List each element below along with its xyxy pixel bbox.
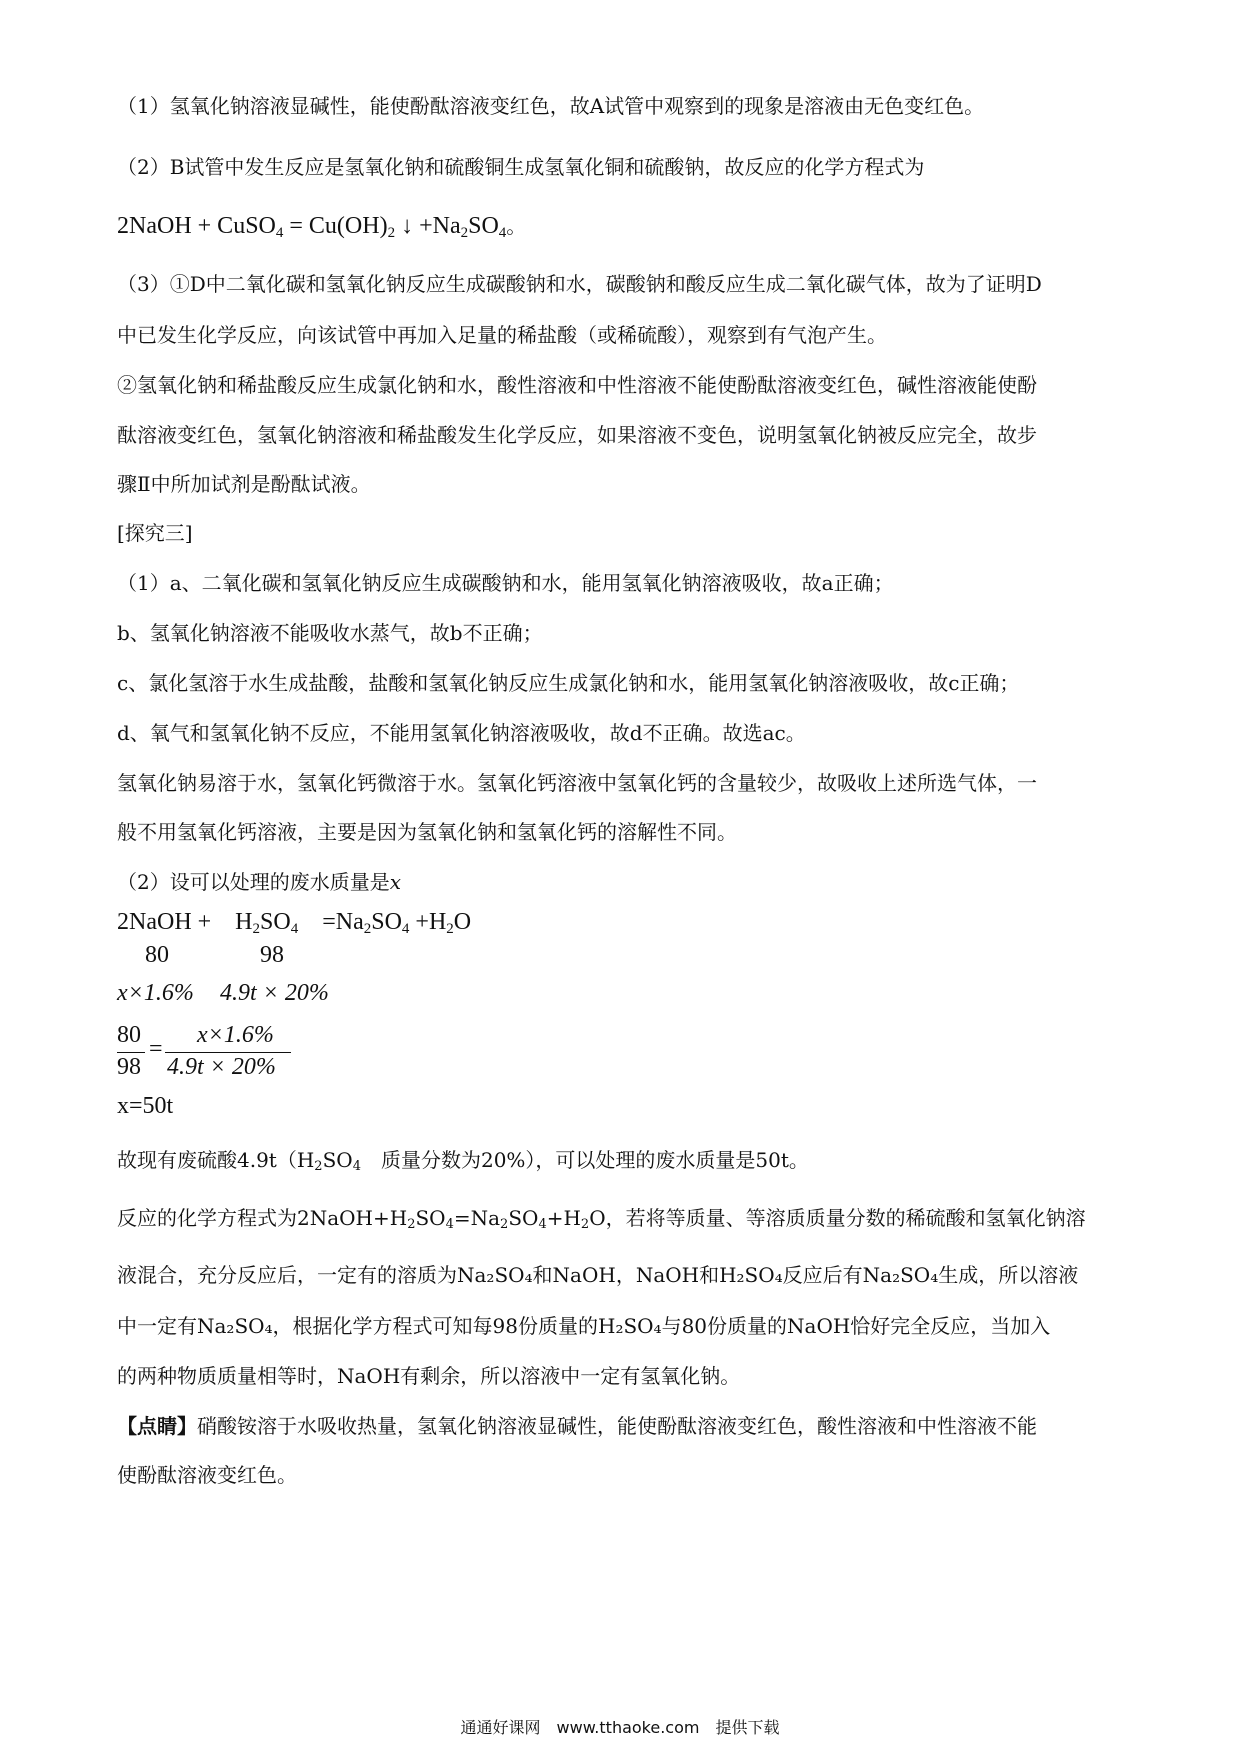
answer-3-2: ②氢氧化钠和稀盐酸反应生成氯化钠和水，酸性溶液和中性溶液不能使酚酞溶液变红色，碱性溶液能使酚 <box>117 373 1037 397</box>
answer-1: （1）氢氧化钠溶液显碱性，能使酚酞溶液变红色，故A试管中观察到的现象是溶液由无色变红色。 <box>117 94 985 118</box>
mix-analysis-cont1: 液混合，充分反应后，一定有的溶质为Na₂SO₄和NaOH，NaOH和H₂SO₄反应后有Na₂SO₄生成，所以溶液 <box>117 1263 1079 1287</box>
answer-3-1-cont: 中已发生化学反应，向该试管中再加入足量的稀盐酸（或稀硫酸），观察到有气泡产生。 <box>117 323 887 347</box>
mass-naoh: 80 <box>145 942 169 968</box>
fraction-denominator-right: 4.9t × 20% <box>167 1054 276 1080</box>
answer-3-2-end: 骤Ⅱ中所加试剂是酚酞试液。 <box>117 472 371 496</box>
quantity-h2so4: 4.9t × 20% <box>220 980 329 1006</box>
fraction-denominator-left: 98 <box>117 1054 141 1080</box>
key-point-cont: 使酚酞溶液变红色。 <box>117 1463 297 1487</box>
fraction-numerator-right: x×1.6% <box>197 1022 274 1048</box>
calc-intro: （2）设可以处理的废水质量是x <box>117 870 402 894</box>
explore3-solubility: 氢氧化钠易溶于水，氢氧化钙微溶于水。氢氧化钙溶液中氢氧化钙的含量较少，故吸收上述所选气体，一 <box>117 771 1037 795</box>
calc-conclusion: 故现有废硫酸$4.9t(H_2SO_4$ 质量分数为20%），可以处理的废水质量是50t。 <box>117 1148 809 1174</box>
proportion-fraction <box>117 1022 297 1082</box>
fraction-bar-left <box>117 1052 145 1053</box>
mix-analysis-cont2: 中一定有Na₂SO₄，根据化学方程式可知每98份质量的H₂SO₄与80份质量的NaOH恰好完全反应，当加入 <box>117 1314 1051 1338</box>
key-point-label: 【点睛】 <box>117 1414 197 1438</box>
answer-3-2-cont: 酞溶液变红色，氢氧化钠溶液和稀盐酸发生化学反应，如果溶液不变色，说明氢氧化钠被反应完全，故步 <box>117 423 1037 447</box>
mix-analysis-cont3: 的两种物质质量相等时，NaOH有剩余，所以溶液中一定有氢氧化钠。 <box>117 1364 741 1388</box>
mix-analysis: 反应的化学方程式为$2NaOH+H_2SO_4=Na_2SO_4+H_2O$，若将等质量、等溶质质量分数的稀硫酸和氢氧化钠溶 <box>117 1206 1086 1232</box>
explore3-solubility-cont: 般不用氢氧化钙溶液，主要是因为氢氧化钠和氢氧化钙的溶解性不同。 <box>117 820 737 844</box>
explore3-b: b、氢氧化钠溶液不能吸收水蒸气，故b不正确； <box>117 621 543 645</box>
explore3-a: （1）a、二氧化碳和氢氧化钠反应生成碳酸钠和水，能用氢氧化钠溶液吸收，故a正确； <box>117 571 894 595</box>
fraction-equals: = <box>149 1036 163 1062</box>
mass-h2so4: 98 <box>260 942 284 968</box>
equation-naoh-h2so4: 2NaOH + $H_2SO_4$ $=Na_2SO_4 +H_2O$ <box>117 909 472 937</box>
fraction-bar-right <box>165 1052 291 1053</box>
footer-watermark: 通通好课网 www.tthaoke.com 提供下载 <box>460 1718 780 1737</box>
explore3-c: c、氯化氢溶于水生成盐酸，盐酸和氢氧化钠反应生成氯化钠和水，能用氢氧化钠溶液吸收，故c正确； <box>117 671 1020 695</box>
calc-result: x=50t <box>117 1093 174 1119</box>
key-point: 【点睛】硝酸铵溶于水吸收热量，氢氧化钠溶液显碱性，能使酚酞溶液变红色，酸性溶液和中性溶液不能 <box>117 1414 1037 1438</box>
answer-3-1: （3）①D中二氧化碳和氢氧化钠反应生成碳酸钠和水，碳酸钠和酸反应生成二氧化碳气体，故为了证明D <box>117 272 1042 296</box>
answer-2: （2）B试管中发生反应是氢氧化钠和硫酸铜生成氢氧化铜和硫酸钠，故反应的化学方程式为 <box>117 155 925 179</box>
quantity-naoh: x×1.6% <box>117 980 194 1006</box>
equation-naoh-cuso4: 2NaOH + CuSO$_4$ = $Cu(OH)_2$ ↓ $+Na_2SO_4$。 <box>117 213 527 241</box>
explore3-d: d、氧气和氢氧化钠不反应，不能用氢氧化钠溶液吸收，故d不正确。故选ac。 <box>117 721 806 745</box>
section-heading: [探究三] <box>117 521 193 545</box>
fraction-numerator-left: 80 <box>117 1022 141 1048</box>
